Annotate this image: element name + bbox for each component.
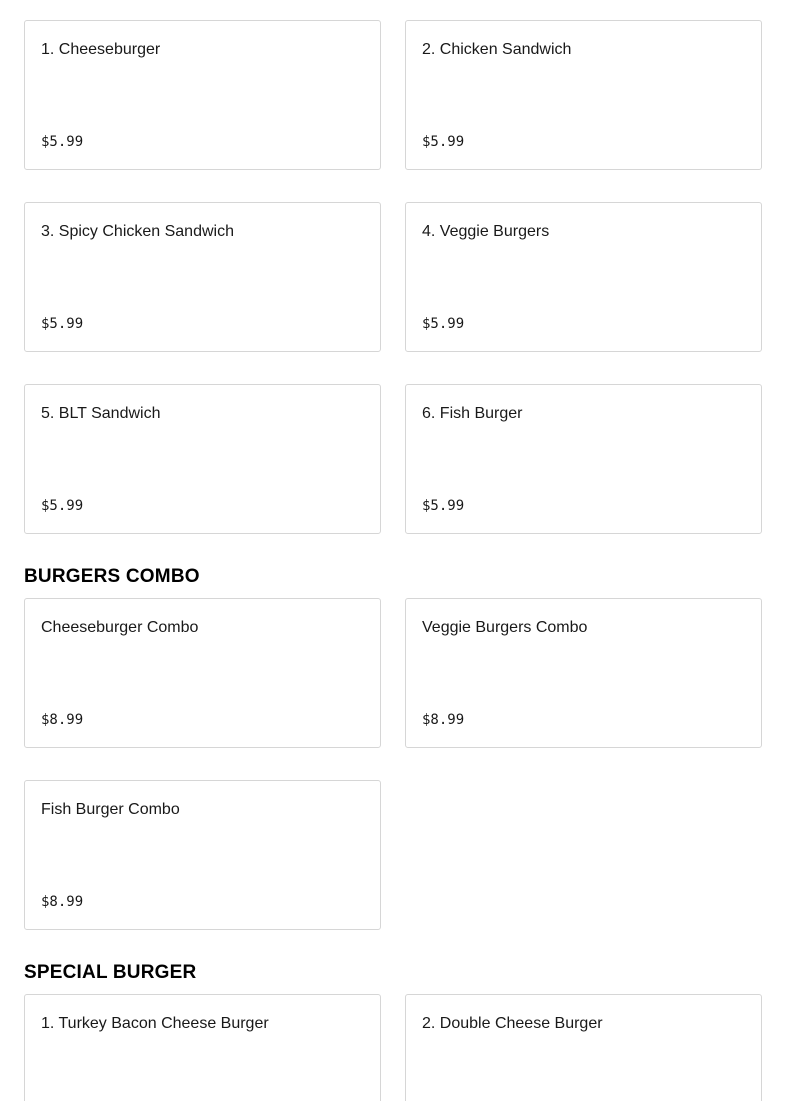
section-heading-special-burger: SPECIAL BURGER	[24, 962, 197, 983]
menu-item-name: 1. Cheeseburger	[41, 41, 161, 58]
menu-grid-burgers-combo	[24, 598, 761, 930]
menu-item-card[interactable]	[24, 20, 381, 170]
menu-item-card[interactable]	[405, 20, 762, 170]
menu-item-card[interactable]	[24, 994, 381, 1101]
menu-item-card[interactable]	[24, 384, 381, 534]
menu-item-name: 2. Chicken Sandwich	[422, 41, 572, 58]
menu-item-card[interactable]	[405, 384, 762, 534]
menu-item-price: $8.99	[422, 712, 465, 728]
menu-item-price: $5.99	[422, 134, 465, 150]
menu-item-name: 1. Turkey Bacon Cheese Burger	[41, 1015, 269, 1032]
menu-item-name: 3. Spicy Chicken Sandwich	[41, 223, 234, 240]
menu-item-price: $5.99	[41, 498, 84, 514]
menu-item-price: $5.99	[422, 316, 465, 332]
menu-item-card[interactable]	[24, 202, 381, 352]
menu-grid-special-burger	[24, 994, 761, 1101]
menu-item-name: 6. Fish Burger	[422, 405, 523, 422]
menu-item-card[interactable]	[405, 994, 762, 1101]
menu-item-price: $5.99	[41, 134, 84, 150]
menu-item-name: 2. Double Cheese Burger	[422, 1015, 603, 1032]
menu-item-name: Fish Burger Combo	[41, 801, 180, 818]
menu-item-name: 4. Veggie Burgers	[422, 223, 550, 240]
menu-item-price: $8.99	[41, 894, 84, 910]
menu-grid-section-1	[24, 20, 761, 534]
menu-item-card[interactable]	[24, 598, 381, 748]
menu-item-price: $5.99	[422, 498, 465, 514]
menu-item-card[interactable]	[405, 598, 762, 748]
section-heading-burgers-combo: BURGERS COMBO	[24, 566, 200, 587]
menu-item-name: Veggie Burgers Combo	[422, 619, 588, 636]
menu-item-price: $5.99	[41, 316, 84, 332]
menu-item-card[interactable]	[405, 202, 762, 352]
menu-item-card[interactable]	[24, 780, 381, 930]
menu-item-price: $8.99	[41, 712, 84, 728]
menu-item-name: 5. BLT Sandwich	[41, 405, 161, 422]
menu-item-name: Cheeseburger Combo	[41, 619, 199, 636]
